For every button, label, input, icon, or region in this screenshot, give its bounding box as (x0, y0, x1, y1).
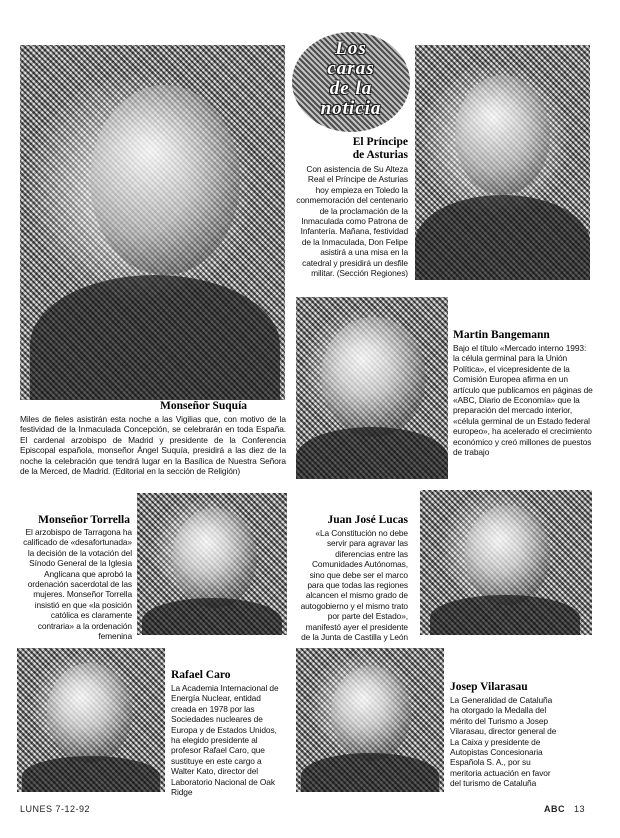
torrella-photo (137, 493, 287, 635)
caro-photo (17, 648, 165, 792)
suquia-photo (20, 45, 285, 400)
principe-name-line1: El Príncipe (352, 136, 408, 148)
footer-brand: ABC (544, 804, 565, 814)
bangemann-photo (296, 297, 448, 479)
vilarasau-photo (296, 648, 444, 792)
bangemann-name: Martin Bangemann (453, 329, 550, 341)
vilarasau-text: La Generalidad de Cataluña ha otorgado la Medalla del mérito del Turismo a Josep Vilarasau, director general de La Caixa y presidente de Autopistas Concesionaria Española S. A., por su meritoria actuación en favor del turismo de Cataluña (450, 695, 557, 789)
principe-name-line2: de Asturias (352, 149, 408, 161)
suquia-name: Monseñor Suquía (160, 400, 248, 412)
caro-name: Rafael Caro (171, 669, 231, 681)
banner-line-4: noticia (320, 98, 382, 119)
section-banner-logo (292, 32, 410, 132)
footer-date: LUNES 7-12-92 (20, 804, 91, 814)
bangemann-text: Bajo el título «Mercado interno 1993: la célula germinal para la Unión Política», el vicepresidente de la Comisión Europea afirma en un artículo que publicamos en páginas de «ABC, Diario de Economía» que la preparación del mercado interior, «célula germinal de un Estado federal europeo», ha acelerado el crecimiento económico y creó millones de puestos de trabajo (453, 343, 593, 458)
vilarasau-name: Josep Vilarasau (450, 681, 528, 693)
banner-line-2: caras (327, 58, 375, 79)
principe-text: Con asistencia de Su Alteza Real el Príncipe de Asturias hoy empieza en Toledo la conmemoración del centenario de la proclamación de la Inmaculada como Patrona de Infantería. Mañana, festividad de la Inmaculada, Don Felipe asistirá a una misa en la catedral y presidirá un desfile militar. (Sección Regiones) (296, 164, 408, 279)
lucas-text: «La Constitución no debe servir para agravar las diferencias entre las Comunidades Autónomas, sino que debe ser el marco para que todas las regiones alcancen el mismo grado de autogobierno y el mismo trato por parte del Estado», manifestó ayer el presidente de la Junta de Castilla y León (300, 528, 408, 643)
lucas-photo (420, 490, 592, 635)
principe-photo (415, 45, 590, 280)
banner-line-3: de la (329, 78, 373, 99)
suquia-text: Miles de fieles asistirán esta noche a las Vigilias que, con motivo de la festividad de la Inmaculada Concepción, se celebrarán en toda España. El cardenal arzobispo de Madrid y presidente de la Conferencia Episcopal española, monseñor Ángel Suquía, presidirá a las diez de la noche la celebración que tendrá lugar en la Basílica de Nuestra Señora de la Merced, de Madrid. (Editorial en la sección de Religión) (20, 414, 286, 477)
torrella-name: Monseñor Torrella (38, 514, 130, 526)
footer-page-number: 13 (574, 804, 586, 814)
banner-line-1: Los (335, 38, 367, 59)
lucas-name: Juan José Lucas (327, 514, 408, 526)
torrella-text: El arzobispo de Tarragona ha calificado de «desafortunada» la decisión de la votación del Sínodo General de la Iglesia Anglicana que aprobó la ordenación sacerdotal de las mujeres. Monseñor Torrella insistió en que «la posición católica es claramente contraria» a la ordenación femenina (23, 527, 132, 642)
caro-text: La Academia Internacional de Energía Nuclear, entidad creada en 1978 por las Sociedades nucleares de Europa y de Estados Unidos, ha elegido presidente al profesor Rafael Caro, que sustituye en este cargo a Walter Kato, director del Laboratorio Nacional de Oak Ridge (171, 683, 279, 798)
